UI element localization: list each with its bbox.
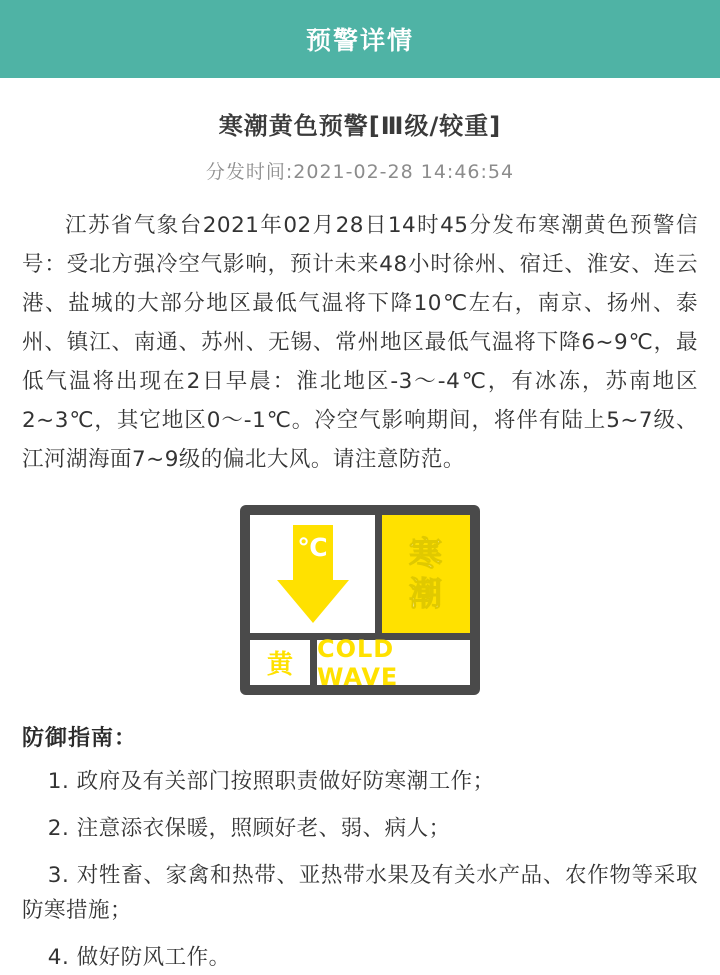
issue-time: 分发时间:2021-02-28 14:46:54 (205, 161, 515, 183)
degree-celsius-label: ℃ (297, 533, 328, 562)
signal-word-char-2: 潮 (409, 574, 443, 613)
signal-top-row (250, 515, 470, 633)
signal-word-char-1: 寒 (409, 534, 443, 573)
signal-level-label: 黄 (250, 640, 310, 685)
guide-heading: 防御指南： (22, 726, 138, 751)
signal-icon-wrap (22, 505, 698, 695)
down-arrow-icon (277, 525, 349, 623)
guide-item: 4. 做好防风工作。 (47, 945, 231, 970)
temperature-drop-panel (250, 515, 375, 633)
guide-item: 2. 注意添衣保暖，照顾好老、弱、病人； (47, 816, 451, 841)
content-area (0, 106, 720, 975)
signal-bottom-row (250, 634, 470, 691)
warning-title: 寒潮黄色预警[Ⅲ级/较重] (218, 112, 502, 140)
warning-body-text: 江苏省气象台2021年02月28日14时45分发布寒潮黄色预警信号：受北方强冷空气影响，预计未来48小时徐州、宿迁、淮安、连云港、盐城的大部分地区最低气温将下降10℃左右，南京、扬州、泰州、镇江、南通、苏州、无锡、常州地区最低气温将下降6~9℃，最低气温将出现在2日早晨：淮北地区-3～-4℃，有冰冻，苏南地区2~3℃，其它地区0～-1℃。冷空气影响期间，将伴有陆上5~7级、江河湖海面7~9级的偏北大风。请注意防范。 (22, 213, 698, 472)
page-title: 预警详情 (305, 26, 414, 55)
signal-english-label: COLD WAVE (317, 640, 470, 685)
cold-wave-yellow-signal-icon (240, 505, 480, 695)
signal-word-panel (382, 515, 470, 633)
guide-item: 3. 对牲畜、家禽和热带、亚热带水果及有关水产品、农作物等采取防寒措施； (22, 863, 698, 923)
page-header (0, 0, 720, 78)
arrow-head (277, 580, 349, 623)
guide-item: 1. 政府及有关部门按照职责做好防寒潮工作； (47, 769, 495, 794)
